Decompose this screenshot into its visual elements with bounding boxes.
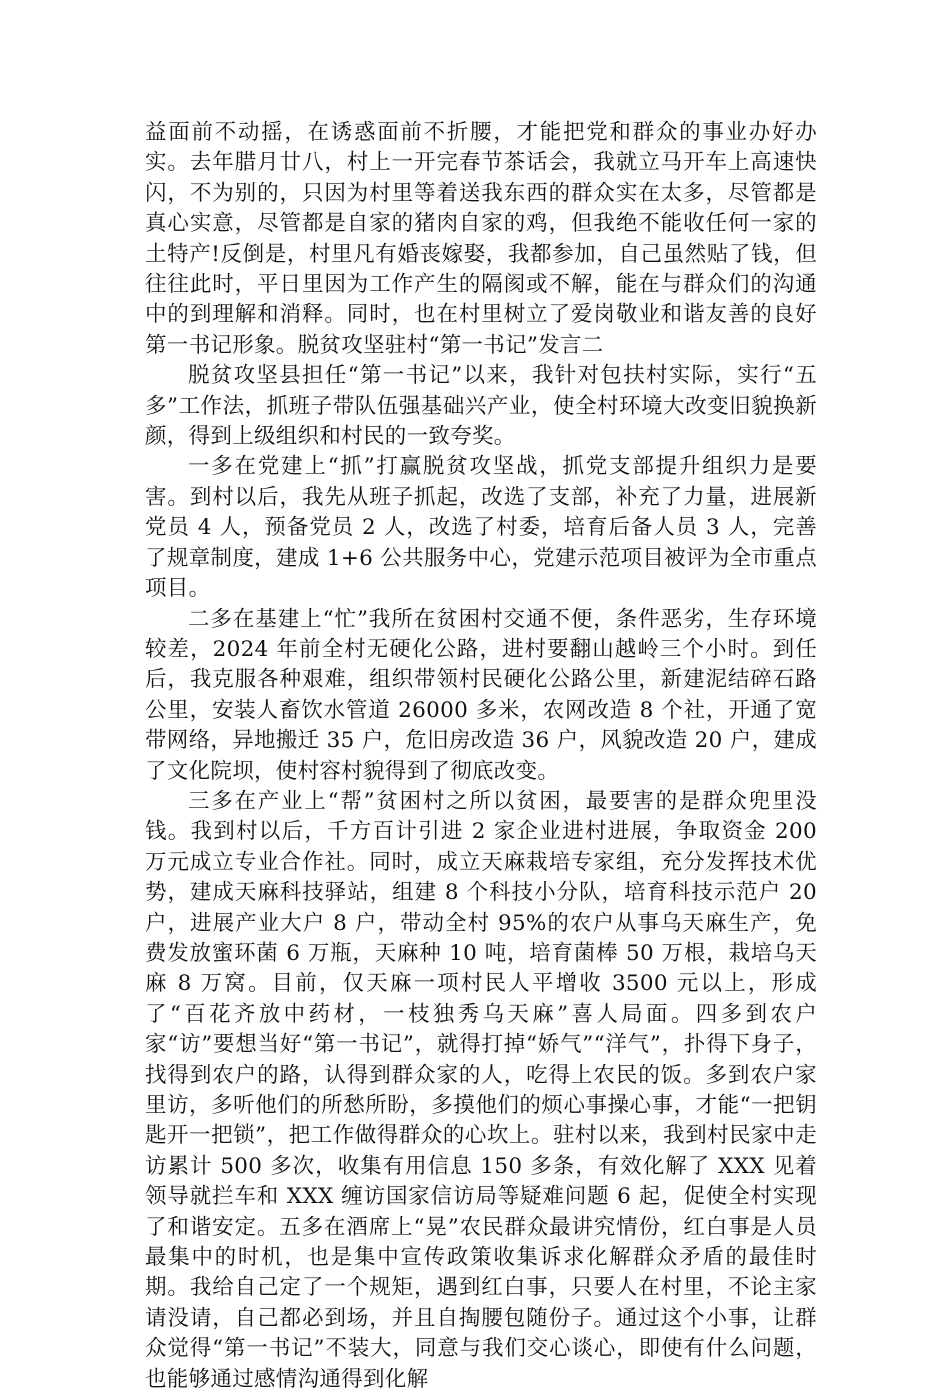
document-body xyxy=(145,118,817,1395)
paragraph-five-methods: 脱贫攻坚县担任“第一书记”以来，我针对包扶村实际，实行“五多”工作法，抓班子带队伍强基础兴产业，使全村环境大改变旧貌换新颜，得到上级组织和村民的一致夸奖。 xyxy=(145,363,817,450)
paragraph-infrastructure: 二多在基建上“忙”我所在贫困村交通不便，条件恶劣，生存环境较差，2024 年前全村无硬化公路，进村要翻山越岭三个小时。到任后，我克服各种艰难，组织带领村民硬化公路公里，新建泥结碎石路公里，安装人畜饮水管道 26000 多米，农网改造 8 个社，开通了宽带网络，异地搬迁 35 户，危旧房改造 36 户，风貌改造 20 户，建成了文化院坝，使村容村貌得到了彻底改变。 xyxy=(145,606,817,784)
paragraph-industry: 三多在产业上“帮”贫困村之所以贫困，最要害的是群众兜里没钱。我到村以后，千方百计引进 2 家企业进村进展，争取资金 200 万元成立专业合作社。同时，成立天麻栽培专家组，充分发挥技术优势，建成天麻科技驿站，组建 8 个科技小分队，培育科技示范户 20 户，进展产业大户 8 户，带动全村 95%的农户从事乌天麻生产，免费发放蜜环菌 6 万瓶，天麻种 10 吨，培育菌棒 50 万根，栽培乌天麻 8 万窝。目前，仅天麻一项村民人平增收 3500 元以上，形成了“百花齐放中药材，一枝独秀乌天麻”喜人局面。四多到农户家“访”要想当好“第一书记”，就得打掉“娇气”“洋气”，扑得下身子，找得到农户的路，认得到群众家的人，吃得上农民的饭。多到农户家里访，多听他们的所愁所盼，多摸他们的烦心事操心事，才能“一把钥匙开一把锁”，把工作做得群众的心坎上。驻村以来，我到村民家中走访累计 500 多次，收集有用信息 150 多条，有效化解了 XXX 见着领导就拦车和 XXX 缠访国家信访局等疑难问题 6 起，促使全村实现了和谐安定。五多在酒席上“晃”农民群众最讲究情份，红白事是人员最集中的时机，也是集中宣传政策收集诉求化解群众矛盾的最佳时期。我给自己定了一个规矩，遇到红白事，只要人在村里，不论主家请没请，自己都必到场，并且自掏腰包随份子。通过这个小事，让群众觉得“第一书记”不装大，同意与我们交心谈心，即使有什么问题，也能够通过感情沟通得到化解 xyxy=(145,788,817,1392)
paragraph-intro: 益面前不动摇，在诱惑面前不折腰，才能把党和群众的事业办好办实。去年腊月廿八，村上一开完春节茶话会，我就立马开车上高速快闪，不为别的，只因为村里等着送我东西的群众实在太多，尽管都是真心实意，尽管都是自家的猪肉自家的鸡，但我绝不能收任何一家的土特产!反倒是，村里凡有婚丧嫁娶，我都参加，自己虽然贴了钱，但往往此时，平日里因为工作产生的隔阂或不解，能在与群众们的沟通中的到理解和消释。同时，也在村里树立了爱岗敬业和谐友善的良好第一书记形象。脱贫攻坚驻村“第一书记”发言二 xyxy=(145,120,817,358)
paragraph-party-building: 一多在党建上“抓”打赢脱贫攻坚战，抓党支部提升组织力是要害。到村以后，我先从班子抓起，改选了支部，补充了力量，进展新党员 4 人，预备党员 2 人，改选了村委，培育后备人员 3 人，完善了规章制度，建成 1+6 公共服务中心，党建示范项目被评为全市重点项目。 xyxy=(145,454,817,602)
